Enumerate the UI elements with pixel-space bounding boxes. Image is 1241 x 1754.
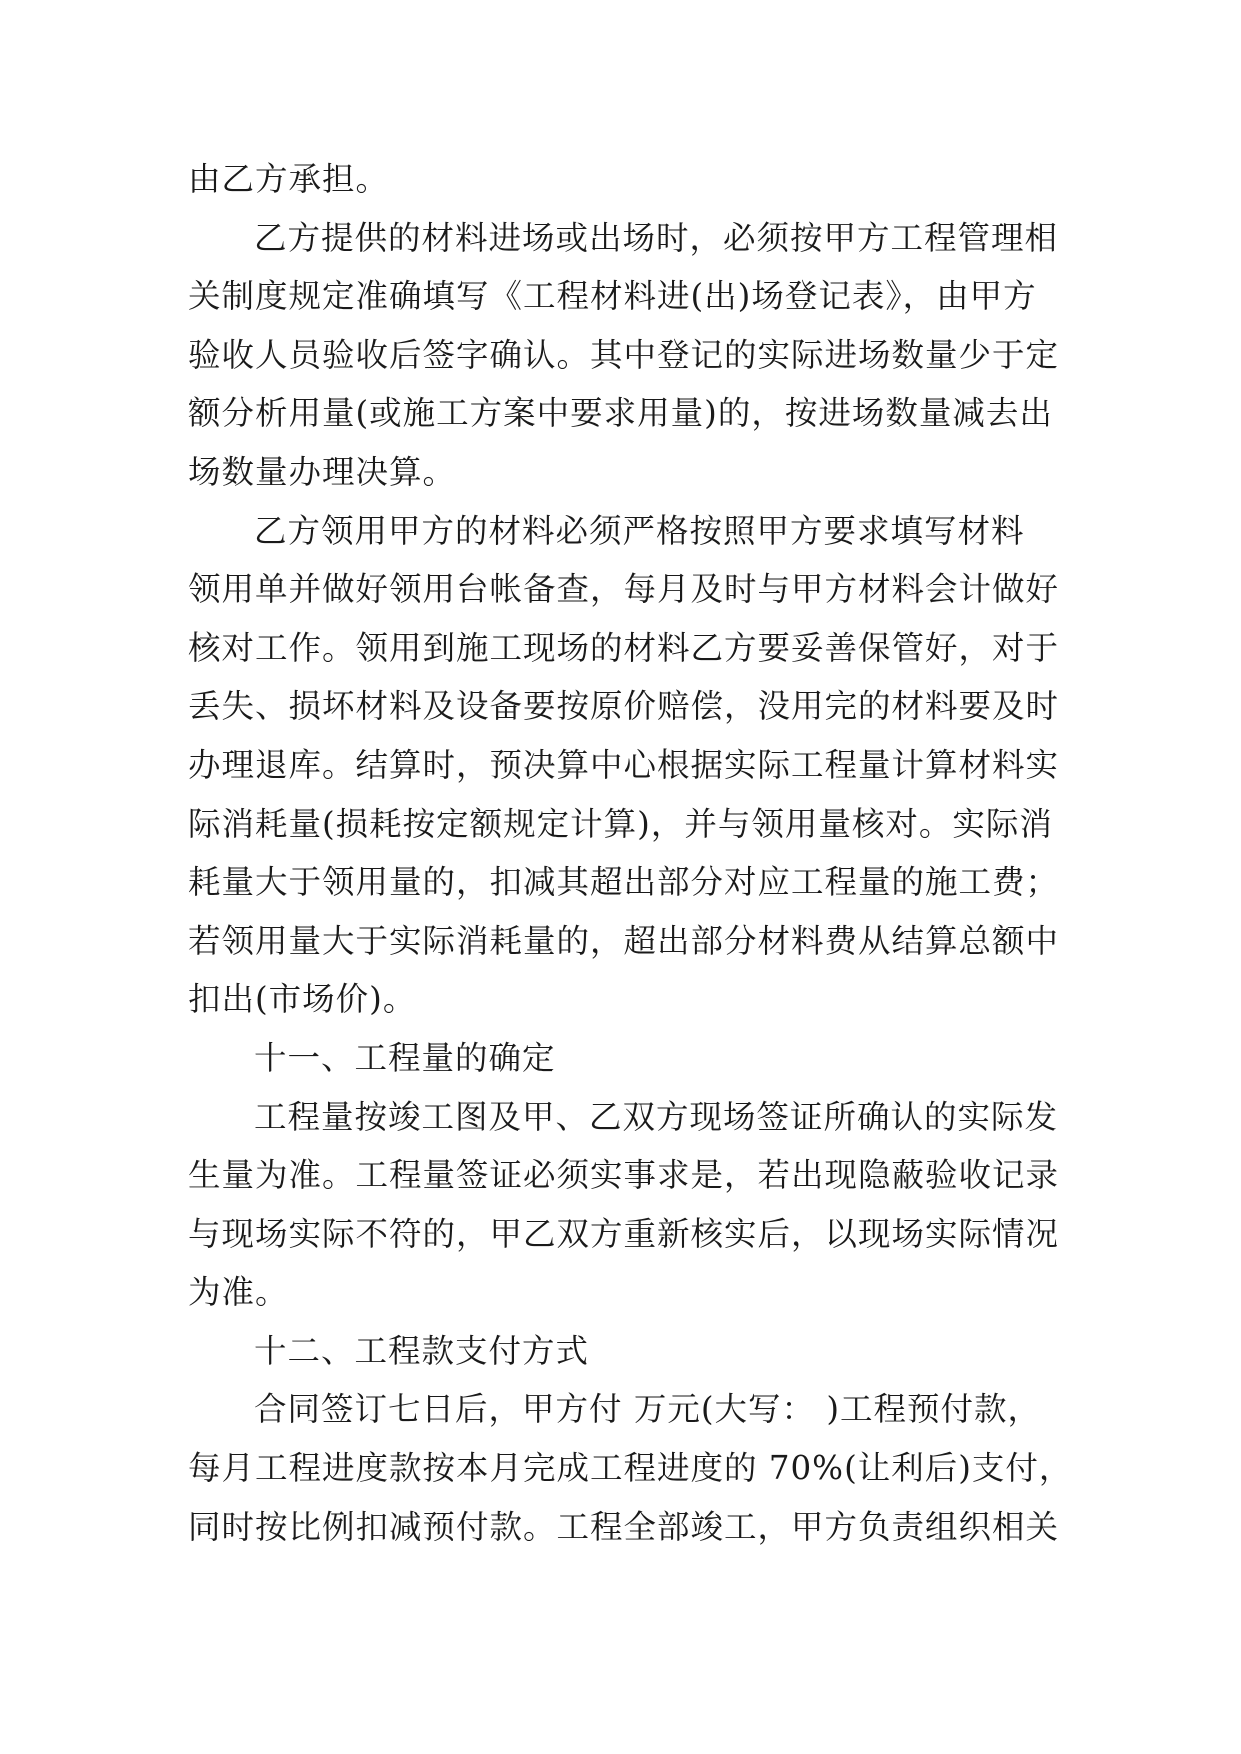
- paragraph-first-line: 工程量按竣工图及甲、乙双方现场签证所确认的实际发: [254, 1097, 1059, 1136]
- text-line: 额分析用量(或施工方案中要求用量)的，按进场数量减去出: [188, 394, 1053, 433]
- text-line: 领用单并做好领用台帐备查，每月及时与甲方材料会计做好: [188, 570, 1060, 609]
- text-line: 验收人员验收后签字确认。其中登记的实际进场数量少于定: [188, 335, 1060, 374]
- text-line: 若领用量大于实际消耗量的，超出部分材料费从结算总额中: [188, 921, 1060, 960]
- text-line: 为准。: [188, 1273, 289, 1312]
- paragraph-first-line: 乙方领用甲方的材料必须严格按照甲方要求填写材料: [254, 511, 1025, 550]
- text-line: 丢失、损坏材料及设备要按原价赔偿，没用完的材料要及时: [188, 687, 1060, 726]
- text-line: 生量为准。工程量签证必须实事求是，若出现隐蔽验收记录: [188, 1156, 1060, 1195]
- text-line: 场数量办理决算。: [188, 452, 457, 491]
- document-body: [188, 150, 1073, 1556]
- paragraph-first-line: 乙方提供的材料进场或出场时，必须按甲方工程管理相: [254, 218, 1059, 257]
- text-line: 每月工程进度款按本月完成工程进度的 70%(让利后)支付，: [188, 1449, 1073, 1488]
- text-line: 扣出(市场价)。: [188, 980, 417, 1019]
- text-line: 际消耗量(损耗按定额规定计算)，并与领用量核对。实际消: [188, 804, 1053, 843]
- text-line: 与现场实际不符的，甲乙双方重新核实后，以现场实际情况: [188, 1214, 1060, 1253]
- text-line: 办理退库。结算时，预决算中心根据实际工程量计算材料实: [188, 745, 1060, 784]
- text-line: 核对工作。领用到施工现场的材料乙方要妥善保管好，对于: [188, 628, 1060, 667]
- text-line: 关制度规定准确填写《工程材料进(出)场登记表》，由甲方: [188, 277, 1037, 316]
- text-line: 耗量大于领用量的，扣减其超出部分对应工程量的施工费；: [188, 863, 1060, 902]
- section-heading: 十二、工程款支付方式: [254, 1331, 590, 1370]
- text-line: 同时按比例扣减预付款。工程全部竣工，甲方负责组织相关: [188, 1507, 1060, 1546]
- section-heading: 十一、工程量的确定: [254, 1038, 556, 1077]
- text-line: 由乙方承担。: [188, 160, 390, 198]
- paragraph-first-line: 合同签订七日后，甲方付 万元(大写： )工程预付款，: [254, 1390, 1042, 1429]
